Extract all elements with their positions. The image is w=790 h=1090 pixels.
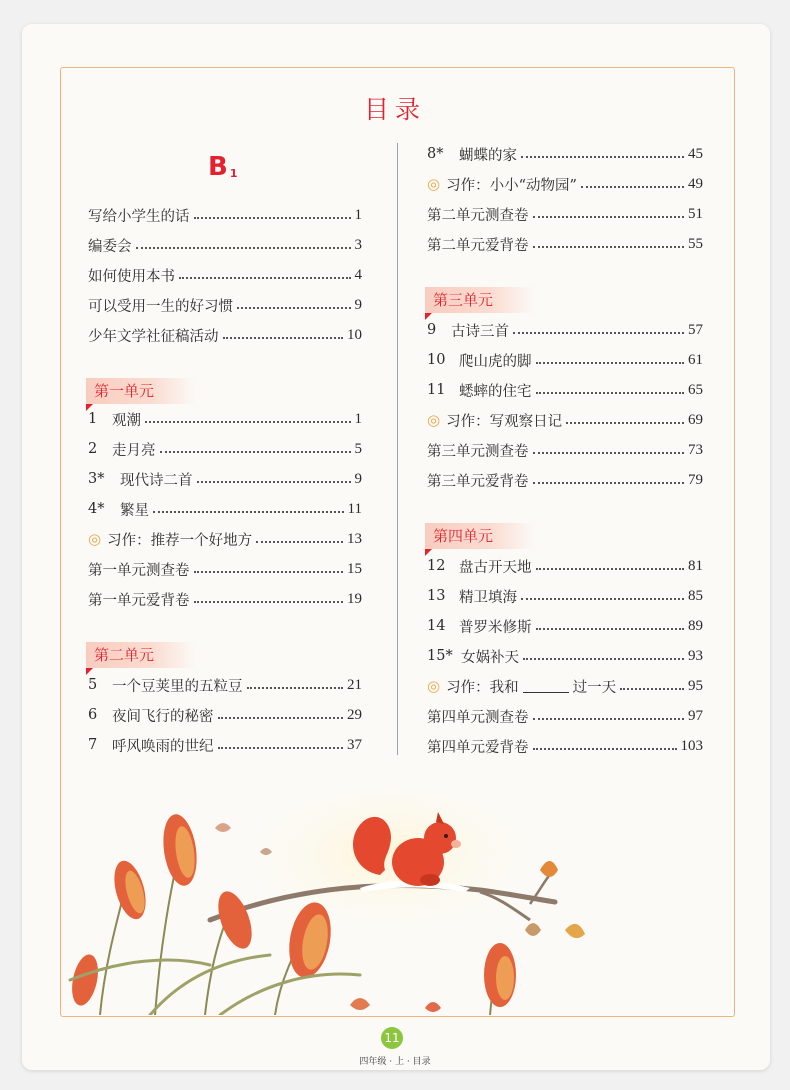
entry-title: 一个豆荚里的五粒豆 bbox=[112, 678, 243, 695]
page-number: 93 bbox=[688, 647, 703, 664]
entry-title: 蟋蟀的住宅 bbox=[459, 383, 532, 400]
lesson-number: 7 bbox=[88, 737, 98, 753]
lesson-number: 11 bbox=[427, 382, 446, 398]
toc-entry[interactable] bbox=[427, 318, 703, 342]
dot-leader bbox=[218, 747, 344, 749]
page-number: 79 bbox=[688, 471, 703, 488]
entry-title: 走月亮 bbox=[112, 442, 156, 459]
ring-icon: ◎ bbox=[427, 677, 441, 695]
toc-entry[interactable] bbox=[88, 233, 362, 257]
page-number: 19 bbox=[347, 590, 362, 607]
dot-leader bbox=[536, 392, 685, 394]
entry-title: 第二单元测查卷 bbox=[427, 207, 529, 224]
page-number: 10 bbox=[347, 326, 362, 343]
writing-label: 习作： bbox=[446, 413, 490, 430]
entry-title: 写给小学生的话 bbox=[88, 208, 190, 225]
page-number: 61 bbox=[688, 351, 703, 368]
entry-title: 精卫填海 bbox=[459, 589, 517, 606]
toc-entry[interactable] bbox=[88, 467, 362, 491]
toc-entry[interactable] bbox=[88, 203, 362, 227]
entry-title-after: 过一天 bbox=[572, 679, 617, 696]
toc-entry[interactable] bbox=[427, 734, 703, 758]
dot-leader bbox=[179, 277, 351, 279]
dot-leader bbox=[533, 718, 685, 720]
entry-title: 繁星 bbox=[120, 502, 149, 519]
page-number: 21 bbox=[347, 676, 362, 693]
dot-leader bbox=[533, 452, 685, 454]
unit-heading: 第三单元 bbox=[425, 287, 535, 313]
page-number: 4 bbox=[354, 266, 362, 283]
entry-title: 盘古开天地 bbox=[459, 559, 532, 576]
toc-entry[interactable] bbox=[88, 703, 362, 727]
entry-title: 第一单元爱背卷 bbox=[88, 592, 190, 609]
dot-leader bbox=[533, 748, 677, 750]
toc-entry[interactable] bbox=[88, 437, 362, 461]
page-number: 29 bbox=[347, 706, 362, 723]
entry-title: 第三单元爱背卷 bbox=[427, 473, 529, 490]
column-divider bbox=[397, 143, 398, 755]
entry-title: 小小“动物园” bbox=[489, 177, 577, 194]
page-number: 69 bbox=[688, 411, 703, 428]
entry-title: 如何使用本书 bbox=[88, 268, 175, 285]
ring-icon: ◎ bbox=[427, 175, 441, 193]
toc-entry[interactable] bbox=[427, 704, 703, 728]
lesson-number: 8* bbox=[427, 146, 444, 162]
toc-entry[interactable] bbox=[427, 554, 703, 578]
toc-entry[interactable] bbox=[88, 323, 362, 347]
page-number: 13 bbox=[347, 530, 362, 547]
page-number: 11 bbox=[347, 500, 362, 517]
toc-entry[interactable] bbox=[427, 408, 703, 432]
entry-title: 少年文学社征稿活动 bbox=[88, 328, 219, 345]
entry-title: 蝴蝶的家 bbox=[459, 147, 517, 164]
page-number: 85 bbox=[688, 587, 703, 604]
lesson-number: 5 bbox=[88, 677, 98, 693]
page-number: 103 bbox=[680, 737, 703, 754]
page-number: 65 bbox=[688, 381, 703, 398]
page-number: 51 bbox=[688, 205, 703, 222]
dot-leader bbox=[160, 451, 351, 453]
toc-entry[interactable] bbox=[427, 142, 703, 166]
toc-entry[interactable] bbox=[427, 644, 703, 668]
dot-leader bbox=[145, 421, 351, 423]
toc-entry[interactable] bbox=[88, 497, 362, 521]
entry-title: 可以受用一生的好习惯 bbox=[88, 298, 233, 315]
toc-entry[interactable] bbox=[88, 407, 362, 431]
dot-leader bbox=[256, 541, 343, 543]
toc-entry[interactable] bbox=[427, 348, 703, 372]
page-number: 49 bbox=[688, 175, 703, 192]
entry-title: 观潮 bbox=[112, 412, 141, 429]
page-number: 15 bbox=[347, 560, 362, 577]
unit-heading: 第二单元 bbox=[86, 642, 196, 668]
dot-leader bbox=[521, 156, 684, 158]
toc-entry[interactable] bbox=[88, 263, 362, 287]
writing-label: 习作： bbox=[446, 177, 490, 194]
unit-heading: 第一单元 bbox=[86, 378, 196, 404]
entry-title: 第一单元测查卷 bbox=[88, 562, 190, 579]
toc-entry[interactable] bbox=[427, 172, 703, 196]
toc-entry[interactable] bbox=[427, 438, 703, 462]
toc-entry[interactable] bbox=[88, 673, 362, 697]
toc-entry[interactable] bbox=[427, 202, 703, 226]
dot-leader bbox=[523, 658, 684, 660]
toc-entry[interactable] bbox=[88, 557, 362, 581]
dot-leader bbox=[223, 337, 344, 339]
fill-in-blank bbox=[523, 680, 569, 693]
dot-leader bbox=[521, 598, 684, 600]
page-number: 57 bbox=[688, 321, 703, 338]
entry-title: 编委会 bbox=[88, 238, 132, 255]
lesson-number: 2 bbox=[88, 441, 98, 457]
entry-title: 呼风唤雨的世纪 bbox=[112, 738, 214, 755]
toc-entry[interactable] bbox=[88, 733, 362, 757]
lesson-number: 14 bbox=[427, 618, 446, 634]
toc-entry[interactable] bbox=[88, 527, 362, 551]
logo-subscript: 1 bbox=[229, 167, 238, 180]
toc-entry[interactable] bbox=[427, 232, 703, 256]
page-number: 55 bbox=[688, 235, 703, 252]
page-number: 95 bbox=[688, 677, 703, 694]
entry-title: 第四单元爱背卷 bbox=[427, 739, 529, 756]
entry-title: 现代诗二首 bbox=[120, 472, 193, 489]
page-number: 1 bbox=[354, 410, 362, 427]
writing-label: 习作： bbox=[446, 679, 490, 696]
page-number: 9 bbox=[354, 470, 362, 487]
entry-title: 第四单元测查卷 bbox=[427, 709, 529, 726]
page-number: 97 bbox=[688, 707, 703, 724]
lesson-number: 6 bbox=[88, 707, 98, 723]
entry-title: 写观察日记 bbox=[489, 413, 563, 430]
dot-leader bbox=[620, 688, 684, 690]
dot-leader bbox=[247, 687, 344, 689]
dot-leader bbox=[536, 628, 685, 630]
dot-leader bbox=[533, 482, 685, 484]
page-number: 9 bbox=[354, 296, 362, 313]
page-number: 37 bbox=[347, 736, 362, 753]
dot-leader bbox=[237, 307, 351, 309]
dot-leader bbox=[153, 511, 344, 513]
autumn-squirrel-illustration bbox=[60, 780, 733, 1015]
toc-entry[interactable] bbox=[427, 584, 703, 608]
entry-title: 普罗米修斯 bbox=[459, 619, 532, 636]
entry-title: 第三单元测查卷 bbox=[427, 443, 529, 460]
entry-title: 第二单元爱背卷 bbox=[427, 237, 529, 254]
entry-title: 爬山虎的脚 bbox=[459, 353, 532, 370]
toc-entry[interactable] bbox=[88, 587, 362, 611]
dot-leader bbox=[581, 186, 684, 188]
dot-leader bbox=[194, 571, 344, 573]
page-footer: 四年级 · 上 · 目录 bbox=[359, 1057, 431, 1067]
dot-leader bbox=[194, 601, 344, 603]
b1-logo bbox=[208, 152, 237, 182]
dot-leader bbox=[136, 247, 351, 249]
entry-title: 女娲补天 bbox=[461, 649, 519, 666]
page-number: 73 bbox=[688, 441, 703, 458]
toc-entry[interactable] bbox=[427, 614, 703, 638]
page-number: 89 bbox=[688, 617, 703, 634]
toc-entry[interactable] bbox=[427, 674, 703, 698]
page-number: 3 bbox=[354, 236, 362, 253]
page-number: 81 bbox=[688, 557, 703, 574]
toc-entry[interactable] bbox=[88, 293, 362, 317]
ring-icon: ◎ bbox=[88, 530, 102, 548]
page-title: 目录 bbox=[363, 95, 426, 124]
dot-leader bbox=[218, 717, 344, 719]
entry-title: 古诗三首 bbox=[451, 323, 509, 340]
lesson-number: 15* bbox=[427, 648, 453, 664]
page-number-badge: 11 bbox=[381, 1027, 403, 1049]
logo-letter: B bbox=[208, 152, 228, 182]
page-number: 45 bbox=[688, 145, 703, 162]
dot-leader bbox=[197, 481, 351, 483]
lesson-number: 9 bbox=[427, 322, 437, 338]
lesson-number: 3* bbox=[88, 471, 105, 487]
lesson-number: 13 bbox=[427, 588, 446, 604]
toc-entry[interactable] bbox=[427, 378, 703, 402]
lesson-number: 10 bbox=[427, 352, 446, 368]
dot-leader bbox=[513, 332, 684, 334]
lesson-number: 1 bbox=[88, 411, 98, 427]
toc-entry[interactable] bbox=[427, 468, 703, 492]
lesson-number: 4* bbox=[88, 501, 105, 517]
dot-leader bbox=[536, 568, 685, 570]
entry-title-before: 我和 bbox=[489, 679, 519, 696]
dot-leader bbox=[566, 422, 684, 424]
lesson-number: 12 bbox=[427, 558, 446, 574]
dot-leader bbox=[533, 216, 685, 218]
ring-icon: ◎ bbox=[427, 411, 441, 429]
page-number: 5 bbox=[354, 440, 362, 457]
dot-leader bbox=[194, 217, 351, 219]
entry-title: 夜间飞行的秘密 bbox=[112, 708, 214, 725]
entry-title: 推荐一个好地方 bbox=[150, 532, 253, 549]
unit-heading: 第四单元 bbox=[425, 523, 535, 549]
writing-label: 习作： bbox=[107, 532, 151, 549]
dot-leader bbox=[536, 362, 685, 364]
page-number: 1 bbox=[354, 206, 362, 223]
dot-leader bbox=[533, 246, 685, 248]
